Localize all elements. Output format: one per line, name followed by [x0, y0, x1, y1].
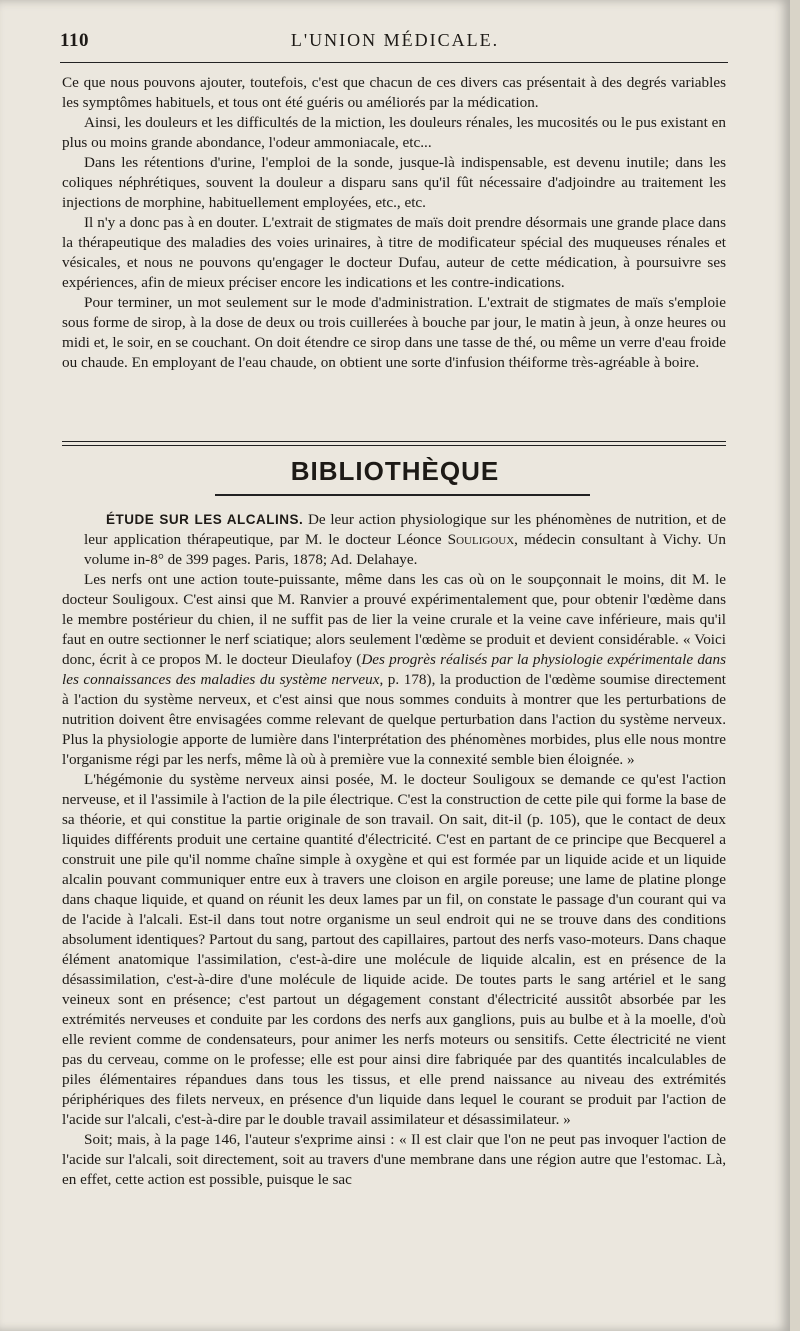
paragraph: Il n'y a donc pas à en douter. L'extrait de stigmates de maïs doit prendre désormais une grande place dans la thérapeutique des maladies des voies urinaires, à titre de modificateur spécial des muqueuses rénales et vésicales, et nous ne pouvons qu'engager le docteur Dufau, auteur de cette médication, à poursuivre ses expériences, afin de mieux préciser encore les indications et les contre-indications. [62, 214, 726, 291]
section-divider [62, 445, 726, 446]
paragraph [62, 570, 726, 770]
section-title: BIBLIOTHÈQUE [290, 456, 500, 486]
title-underline [215, 494, 590, 496]
paragraph: Pour terminer, un mot seulement sur le mode d'administration. L'extrait de stigmates de maïs s'emploie sous forme de sirop, à la dose de deux ou trois cuillerées à bouche par jour, le matin à jeun, à onze heures ou midi et, le soir, en se couchant. On doit étendre ce sirop dans une tasse de thé, ou même un verre d'eau froide ou chaude. En employant de l'eau chaude, on obtient une sorte d'infusion théiforme très-agréable à boire. [62, 294, 726, 371]
section-divider [62, 441, 726, 442]
paragraph-text: , p. 178), la production de l'œdème soumise directement à l'action du système nerveux, et c'est ainsi que nous sommes conduits à montrer que les perturbations de nutrition doivent être envisagées comme relevant de quelque perturbation dans l'action du système nerveux. Plus la physiologie apporte de lumière dans l'interprétation des phénomènes morbides, plus elle nous montre l'organisme régi par les nerfs, même là où à première vue la connexité semble bien éloignée. » [62, 671, 727, 768]
review-heading [62, 510, 726, 570]
paragraph-text: Les nerfs ont une action toute-puissante, même dans les cas où on le soupçonnait le moins, dit M. le docteur Souligoux. C'est ainsi que M. Ranvier a prouvé expérimentalement que, pour obtenir l'œdème dans le membre postérieur du chien, il ne suffit pas de lier la veine crurale et la veine cave inférieure, mais qu'il faut en outre sectionner le nerf sciatique; alors seulement l'œdème se produit et devient considérable. « Voici donc, écrit à ce propos M. le docteur Dieulafoy ( [62, 571, 726, 668]
page-number: 110 [60, 30, 89, 51]
running-title: L'UNION MÉDICALE. [290, 30, 500, 50]
review-author: Souligoux [447, 531, 515, 548]
paragraph: Ce que nous pouvons ajouter, toutefois, c'est que chacun de ces divers cas présentait à des degrés variables les symptômes habituels, et tous ont été guéris ou améliorés par la médication. [62, 74, 726, 111]
paragraph: L'hégémonie du système nerveux ainsi posée, M. le docteur Souligoux se demande ce qu'est l'action nerveuse, et il l'assimile à l'action de la pile électrique. C'est la construction de cette pile qui forme la base de sa théorie, et qui constitue la partie originale de son travail. On sait, dit-il (p. 105), que le contact de deux liquides différents produit une certaine quantité d'électricité. C'est en partant de ce principe que Becquerel a construit une pile qu'il nomme chaîne simple à oxygène et qui est formée par un liquide acide et un liquide alcalin pouvant communiquer entre eux à travers une cloison en argile poreuse; une lame de platine plonge dans chaque liquide, et quand on réunit les deux lames par un fil, on constate le passage d'un courant qui va de l'acide à l'alcali. Est-il dans tout notre organisme un seul endroit qui ne se trouve dans des conditions absolument identiques? Partout du sang, partout des capillaires, partout des nerfs vaso-moteurs. Dans chaque élément anatomique l'assimilation, c'est-à-dire une molécule de liquide alcalin, est en présence de la désassimilation, c'est-à-dire d'une molécule de liquide acide. De toutes parts le sang artériel et le sang veineux sont en présence; c'est partout un dégagement constant d'électricité aussitôt absorbée par les extrémités nerveuses et conduite par les cordons des nerfs aux ganglions, puis au bulbe et à la moelle, d'où elle revient comme de condensateurs, pour animer les nerfs moteurs ou sensitifs. Cette électricité ne vient pas du cerveau, comme on le professe; elle est pour ainsi dire fabriquée par des quantités incalculables de piles élémentaires répandues dans tous les tissus, et elle prend naissance au niveau des extrémités périphériques des filets nerveux, en présence d'un liquide dans lequel le courant se produit par l'action de l'acide sur l'alcali, c'est-à-dire par le double travail assimilateur et désassimilateur. » [62, 771, 726, 1128]
paragraph: Soit; mais, à la page 146, l'auteur s'exprime ainsi : « Il est clair que l'on ne peut pas invoquer l'action de l'acide sur l'alcali, soit directement, soit au travers d'une membrane dans une région autre que l'estomac. Là, en effet, cette action est possible, puisque le sac [62, 1131, 726, 1188]
page-header [60, 30, 730, 56]
header-rule [60, 62, 728, 63]
paragraph: Dans les rétentions d'urine, l'emploi de la sonde, jusque-là indispensable, est devenu inutile; dans les coliques néphrétiques, souvent la douleur a disparu sans qu'il fût nécessaire d'adjoindre au traitement les injections de morphine, habituellement employées, etc., etc. [62, 154, 726, 211]
review-lead: ÉTUDE SUR LES ALCALINS. [106, 512, 304, 527]
paragraph: Ainsi, les douleurs et les difficultés de la miction, les douleurs rénales, les mucosités ou le pus existant en plus ou moins grande abondance, l'odeur ammoniacale, etc... [62, 114, 726, 151]
citation-title: Des progrès réalisés par la physiologie expérimentale dans les connaissances des maladies du système nerveux [62, 651, 727, 688]
review-heading-text: De leur action physiologique sur les phénomènes de nutrition, et de leur application thérapeutique, par M. le docteur Léonce [84, 511, 726, 548]
book-review [62, 510, 726, 1190]
continued-article [62, 73, 726, 373]
review-heading-text: , médecin consultant à Vichy. Un volume in-8° de 399 pages. Paris, 1878; Ad. Delahaye. [84, 531, 726, 568]
